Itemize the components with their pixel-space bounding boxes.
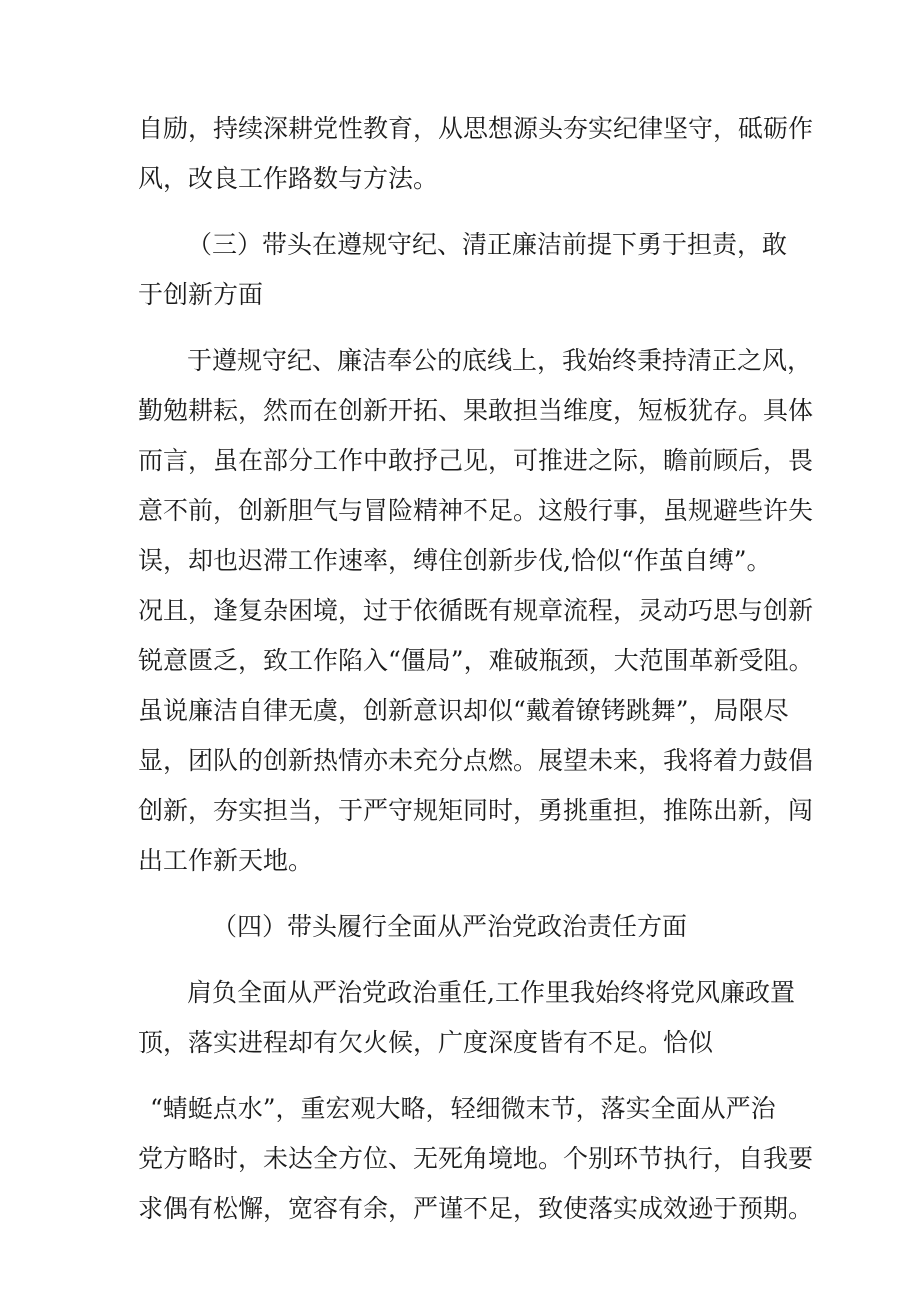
- para2-line-6: 况且，逢复杂困境，过于依循既有规章流程，灵动巧思与创新: [138, 596, 814, 625]
- para3-line-4: 党方略时，未达全方位、无死角境地。个别环节执行，自我要: [138, 1144, 814, 1173]
- para2-line-1: 于遵规守纪、廉洁奉公的底线上，我始终秉持清正之风，: [187, 346, 813, 375]
- heading-3-line-2: 于创新方面: [138, 280, 264, 309]
- para2-line-10: 创新，夯实担当，于严守规矩同时，勇挑重担，推陈出新，闯: [138, 796, 814, 825]
- para3-line-5: 求偶有松懈，宽容有余，严谨不足，致使落实成效逊于预期。: [138, 1194, 814, 1223]
- para2-line-9: 显，团队的创新热情亦未充分点燃。展望未来，我将着力鼓倡: [138, 746, 814, 775]
- para3-line-1: 肩负全面从严治党政治重任,工作里我始终将党风廉政置: [187, 978, 795, 1007]
- para2-line-2: 勤勉耕耘，然而在创新开拓、果敢担当维度，短板犹存。具体: [138, 396, 814, 425]
- para1-line-1: 自励，持续深耕党性教育，从思想源头夯实纪律坚守，砥砺作: [138, 114, 814, 143]
- para2-line-11: 出工作新天地。: [138, 846, 314, 875]
- para2-line-7: 锐意匮乏，致工作陷入“僵局”，难破瓶颈，大范围革新受阻。: [138, 646, 814, 675]
- para1-line-2: 风，改良工作路数与方法。: [138, 164, 439, 193]
- para2-line-5: 误，却也迟滞工作速率，缚住创新步伐,恰似“作茧自缚”。: [138, 546, 772, 575]
- para2-line-4: 意不前，创新胆气与冒险精神不足。这般行事，虽规避些许失: [138, 496, 814, 525]
- para3-line-3: “蜻蜓点水”，重宏观大略，轻细微末节，落实全面从严治: [150, 1094, 776, 1123]
- heading-3-line-1: （三）带头在遵规守纪、清正廉洁前提下勇于担责，敢: [187, 230, 788, 259]
- heading-4: （四）带头履行全面从严治党政治责任方面: [212, 912, 688, 941]
- para2-line-3: 而言，虽在部分工作中敢抒己见，可推进之际，瞻前顾后，畏: [138, 446, 814, 475]
- para2-line-8: 虽说廉洁自律无虞，创新意识却似“戴着镣铐跳舞”，局限尽: [138, 696, 789, 725]
- para3-line-2: 顶，落实进程却有欠火候，广度深度皆有不足。恰似: [138, 1028, 714, 1057]
